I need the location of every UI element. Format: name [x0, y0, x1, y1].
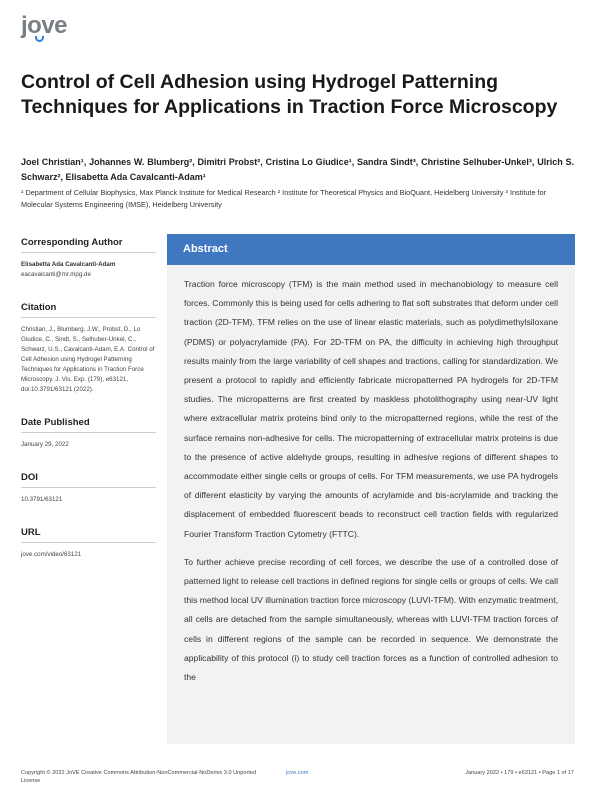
date-published-section	[21, 417, 156, 450]
url-heading: URL	[21, 527, 156, 543]
corresponding-author-email[interactable]: eacavalcanti@mr.mpg.de	[21, 271, 91, 278]
logo-text: jove	[21, 12, 68, 39]
abstract-paragraph-1: Traction force microscopy (TFM) is the main method used in mechanobiology to measure cell forces. Commonly this is being used for cells adhering to flat soft substrates that deform under cell traction (2D-TFM). TFM relies on the use of linear elastic materials, such as polydimethylsiloxane (PDMS) or polyacrylamide (PA). For 2D-TFM on PA, the difficulty in achieving high throughput results mainly from the large variability of cell shapes and tractions, calling for standardization. We present a protocol to rapidly and efficiently fabricate micropatterned PA hydrogels for 2D-TFM studies. The micropatterns are first created by maskless photolithography using near-UV light where extracellular matrix proteins bind only to the micropatterned regions, while the rest of the surface remains non-adhesive for cells. The micropatterning of extracellular matrix proteins is due to the presence of active aldehyde groups, resulting in adhesive regions of different shapes to accommodate either single cells or groups of cells. For TFM measurements, we use PA hydrogels of different elasticity by varying the amounts of acrylamide and bis-acrylamide and tracking the displacement of embedded fluorescent beads to reconstruct cell traction fields with regularized Fourier Transform Traction Cytometry (FTTC).	[184, 279, 558, 539]
doi-heading: DOI	[21, 472, 156, 488]
abstract-box	[167, 234, 575, 744]
article-sidebar	[21, 237, 156, 582]
corresponding-author-section	[21, 237, 156, 280]
abstract-body	[167, 265, 575, 687]
footer-site-link[interactable]: jove.com	[286, 770, 309, 776]
abstract-paragraph-2: To further achieve precise recording of cell forces, we describe the use of a controlled dose of patterned light to release cell tractions in defined regions for single cells or groups of cells. We call this method local UV illumination traction force microscopy (LUVI-TFM). With enzymatic treatment, all cells are detached from the sample simultaneously, whereas with LUVI-TFM traction forces of cells in different regions of the sample can be recorded in sequence. We demonstrate the applicability of this protocol (i) to study cell traction forces as a function of controlled adhesion to the	[184, 556, 558, 683]
citation-section	[21, 302, 156, 395]
url-value[interactable]: jove.com/video/63121	[21, 551, 82, 558]
corresponding-author-name: Elisabetta Ada Cavalcanti-Adam	[21, 261, 116, 268]
author-list: Joel Christian¹, Johannes W. Blumberg², Dimitri Probst², Cristina Lo Giudice¹, Sandra Sindt³, Christine Selhuber-Unkel³, Ulrich S. Schwarz², Elisabetta Ada Cavalcanti-Adam¹	[21, 157, 574, 182]
article-title: Control of Cell Adhesion using Hydrogel Patterning Techniques for Applications in Traction Force Microscopy	[21, 71, 558, 118]
affiliations: ¹ Department of Cellular Biophysics, Max Planck Institute for Medical Research ² Institute for Theoretical Physics and BioQuant, Heidelberg University ³ Institute for Molecular Systems Engineering (IMSE), Heidelberg University	[21, 188, 547, 209]
logo-speech-bubble-icon	[35, 36, 44, 42]
citation-text: Christian, J., Blumberg, J.W., Probst, D., Lo Giudice, C., Sindt, S., Selhuber-Unkel, C., Schwarz, U.S., Cavalcanti-Adam, E.A. Control of Cell Adhesion using Hydrogel Patterning Techniques for Applications in Traction Force Microscopy. J. Vis. Exp. (179), e63121, doi:10.3791/63121 (2022).	[21, 326, 155, 393]
doi-section	[21, 472, 156, 505]
url-section	[21, 527, 156, 560]
date-published-heading: Date Published	[21, 417, 156, 433]
corresponding-author-heading: Corresponding Author	[21, 237, 156, 253]
jove-logo[interactable]	[21, 14, 67, 40]
footer-page-info: January 2022 • 179 • e63121 • Page 1 of 17	[465, 770, 574, 776]
footer-copyright: Copyright © 2022 JoVE Creative Commons Attribution-NonCommercial-NoDerivs 3.0 Unported License	[21, 770, 257, 784]
abstract-heading: Abstract	[167, 234, 575, 265]
doi-value[interactable]: 10.3791/63121	[21, 496, 63, 503]
date-published-value: January 29, 2022	[21, 441, 69, 448]
citation-heading: Citation	[21, 302, 156, 318]
